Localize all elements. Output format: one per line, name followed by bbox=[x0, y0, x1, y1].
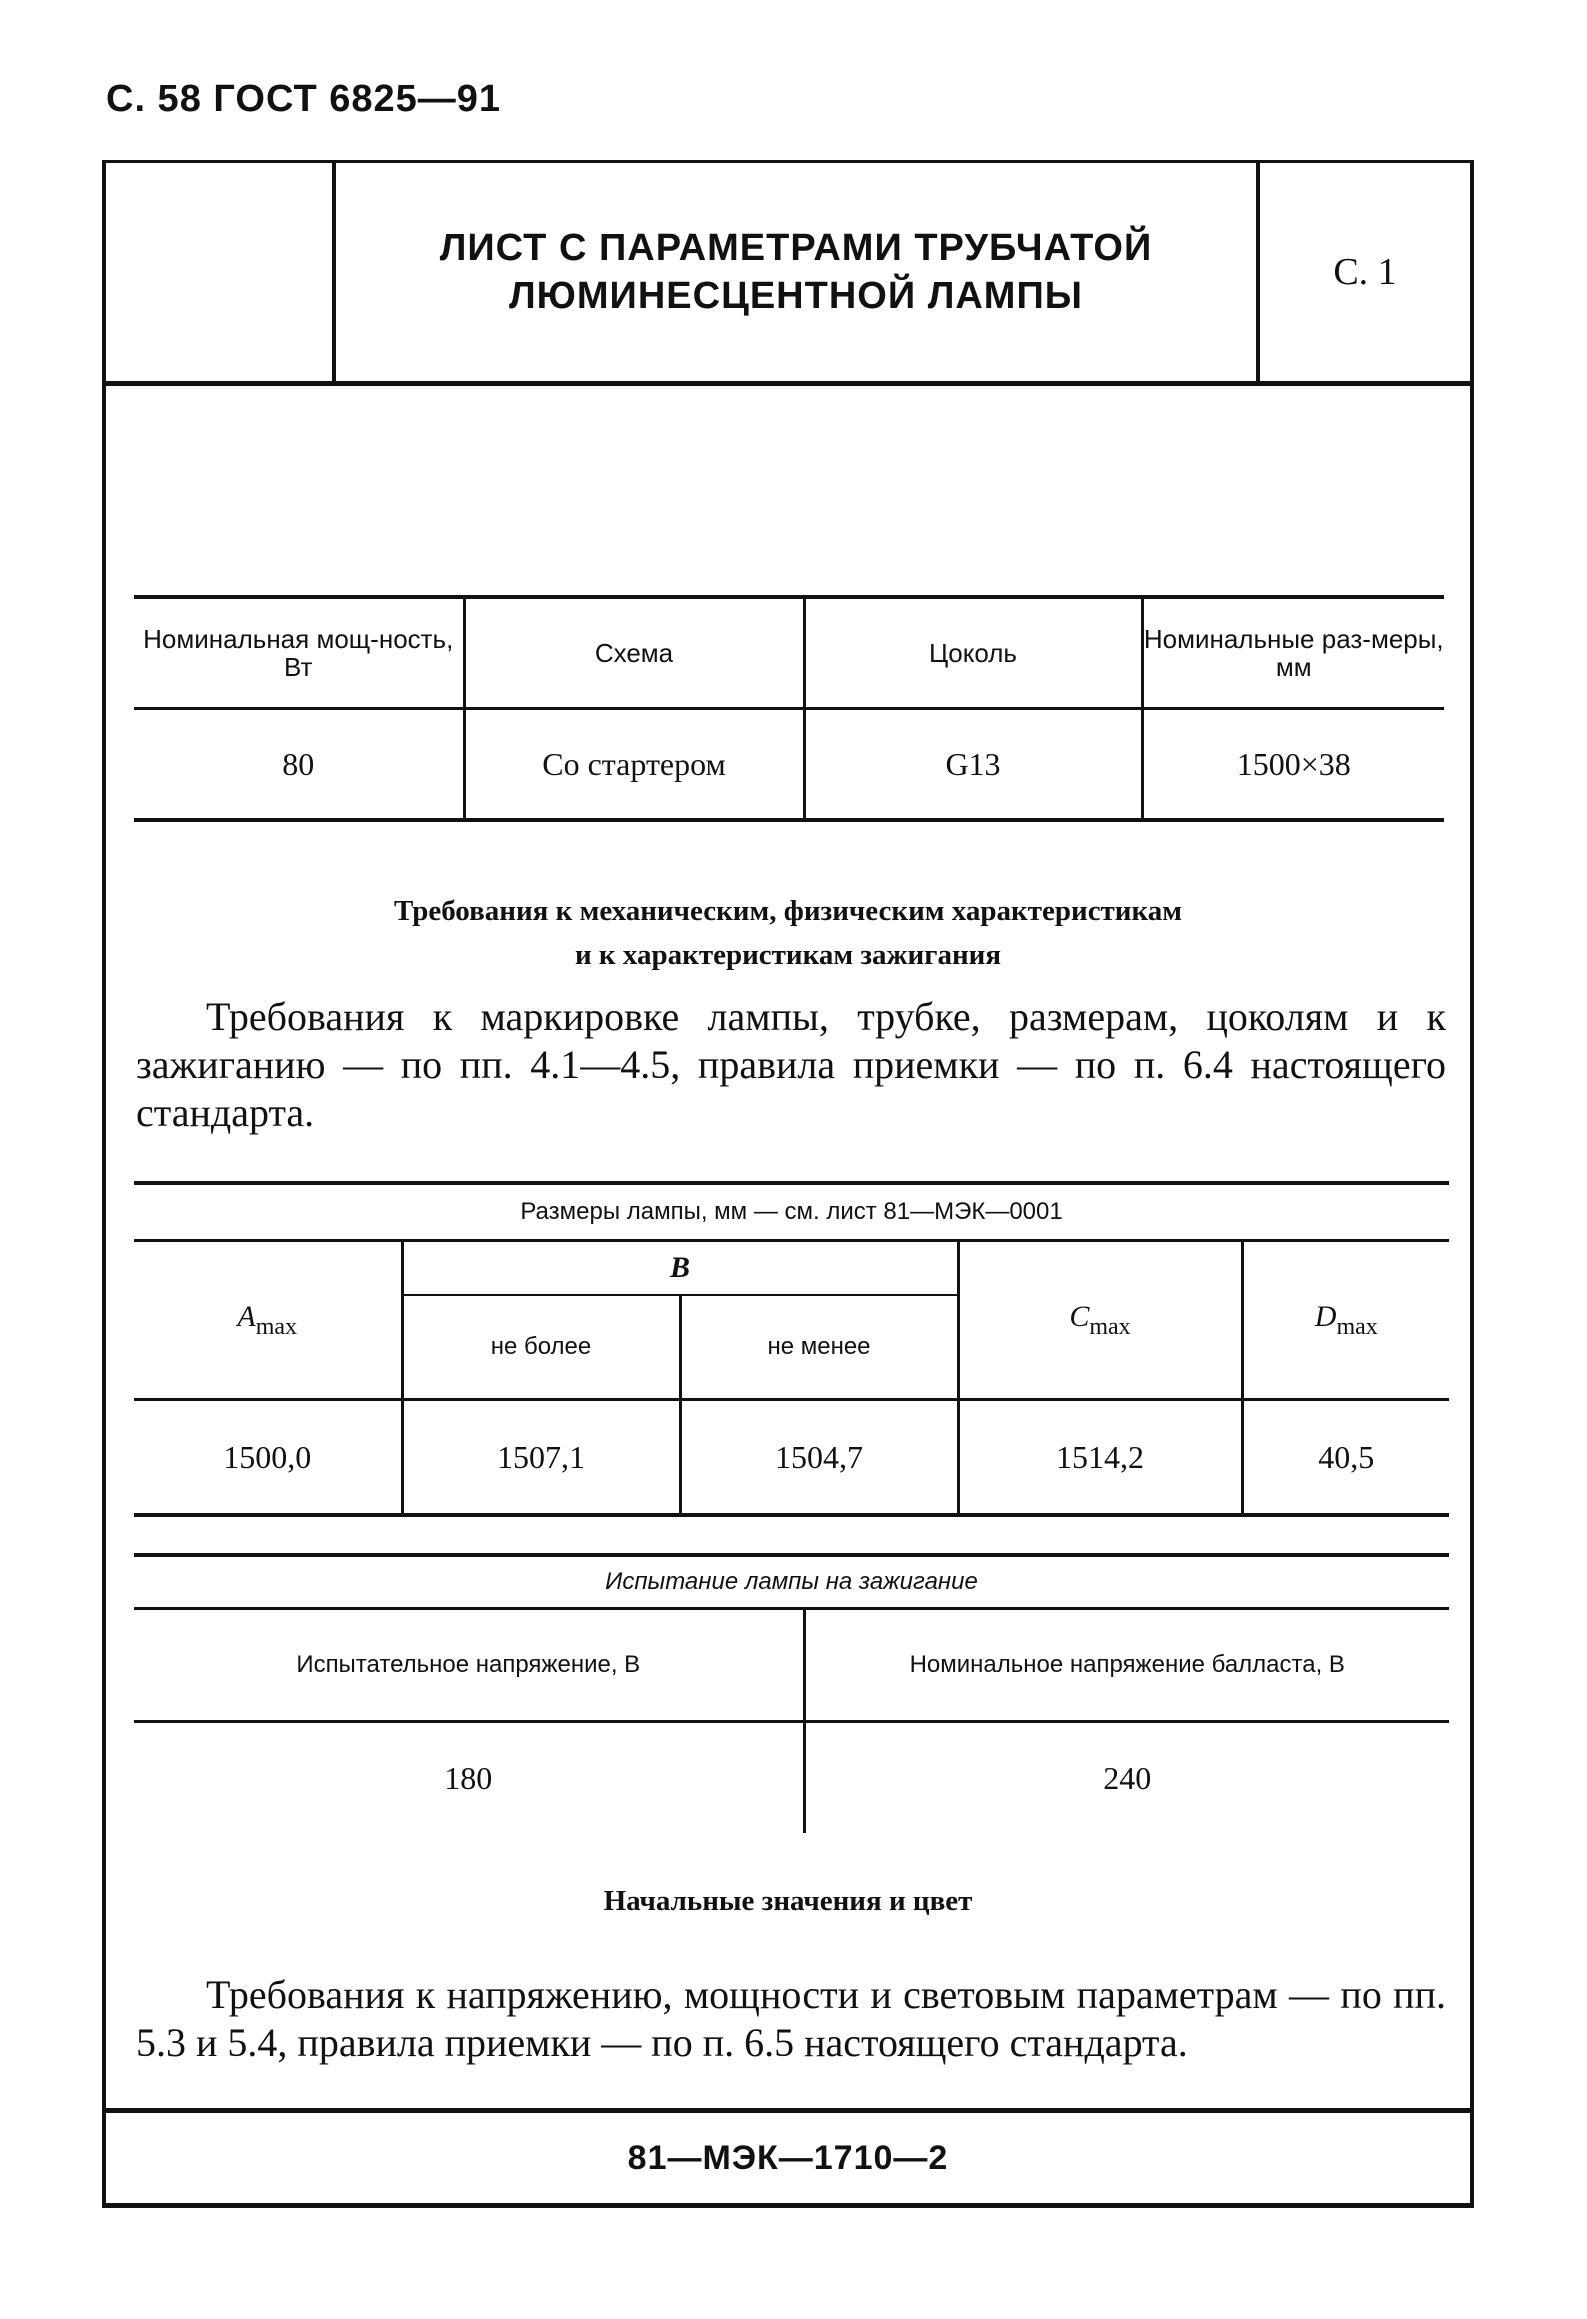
title-block bbox=[106, 163, 1470, 386]
paragraph-initial-text: Требования к напряжению, мощности и световым параметрам — по пп. 5.3 и 5.4, правила приемки — по п. 6.5 настоящего стандарта. bbox=[136, 1972, 1446, 2065]
sheet-footer-code: 81—МЭК—1710—2 bbox=[106, 2108, 1470, 2203]
dimensions-header-c-sub: max bbox=[1089, 1313, 1131, 1340]
sheet-number: С. 1 bbox=[1333, 251, 1397, 293]
section-heading-mechanical-line-2: и к характеристикам зажигания bbox=[574, 939, 1002, 971]
dimensions-header-d-sub: max bbox=[1336, 1313, 1378, 1340]
dimensions-header-a-letter: A bbox=[237, 1299, 256, 1333]
params-value-scheme: Со стартером bbox=[464, 709, 804, 821]
params-header-dimensions: Номинальные раз-меры, мм bbox=[1142, 597, 1444, 709]
params-value-row bbox=[134, 709, 1444, 821]
dimensions-header-row-1 bbox=[134, 1241, 1449, 1296]
paragraph-mechanical bbox=[136, 993, 1446, 1137]
sheet-title-line-2: ЛЮМИНЕСЦЕНТНОЙ ЛАМПЫ bbox=[509, 275, 1083, 317]
sheet-frame bbox=[102, 160, 1474, 2208]
dimensions-header-b-max: не более bbox=[402, 1295, 680, 1400]
ignition-value-row bbox=[134, 1722, 1449, 1834]
params-header-power: Номинальная мощ-ность, Вт bbox=[134, 597, 464, 709]
ignition-value-test-voltage: 180 bbox=[134, 1722, 804, 1834]
dimensions-header-d bbox=[1242, 1241, 1449, 1400]
ignition-header-row bbox=[134, 1609, 1449, 1722]
dimensions-caption: Размеры лампы, мм — см. лист 81—МЭК—0001 bbox=[134, 1183, 1449, 1241]
section-heading-initial: Начальные значения и цвет bbox=[603, 1885, 973, 1917]
page-header: С. 58 ГОСТ 6825—91 bbox=[106, 78, 502, 120]
dimensions-value-b-max: 1507,1 bbox=[402, 1400, 680, 1516]
ignition-caption-row bbox=[134, 1555, 1449, 1609]
dimensions-value-b-min: 1504,7 bbox=[680, 1400, 958, 1516]
dimensions-header-a-sub: max bbox=[255, 1313, 298, 1340]
params-table bbox=[134, 595, 1444, 822]
dimensions-header-b: B bbox=[402, 1241, 958, 1296]
dimensions-caption-row bbox=[134, 1183, 1449, 1241]
ignition-header-ballast-voltage: Номинальное напряжение балласта, В bbox=[804, 1609, 1449, 1722]
ignition-caption: Испытание лампы на зажигание bbox=[134, 1555, 1449, 1609]
title-block-blank-cell bbox=[106, 163, 336, 381]
params-value-dimensions: 1500×38 bbox=[1236, 745, 1351, 782]
params-value-power: 80 bbox=[134, 709, 464, 821]
dimensions-header-c bbox=[958, 1241, 1242, 1400]
ignition-header-test-voltage: Испытательное напряжение, В bbox=[134, 1609, 804, 1722]
dimensions-value-d: 40,5 bbox=[1242, 1400, 1449, 1516]
ignition-value-ballast-voltage: 240 bbox=[1103, 1759, 1152, 1796]
dimensions-header-b-min: не менее bbox=[680, 1295, 958, 1400]
paragraph-initial bbox=[136, 1971, 1446, 2067]
dimensions-value-c: 1514,2 bbox=[958, 1400, 1242, 1516]
dimensions-value-row bbox=[134, 1400, 1449, 1516]
params-header-row bbox=[134, 597, 1444, 709]
dimensions-value-a: 1500,0 bbox=[134, 1400, 402, 1516]
section-heading-mechanical-line-1: Требования к механическим, физическим характеристикам bbox=[393, 895, 1183, 927]
dimensions-table bbox=[134, 1181, 1449, 1517]
section-heading-mechanical bbox=[106, 889, 1470, 977]
dimensions-header-c-letter: C bbox=[1069, 1299, 1090, 1333]
sheet-title bbox=[336, 163, 1260, 381]
params-header-base: Цоколь bbox=[804, 597, 1142, 709]
dimensions-header-a bbox=[134, 1241, 402, 1400]
dimensions-header-d-letter: D bbox=[1314, 1299, 1337, 1333]
sheet-title-line-1: ЛИСТ С ПАРАМЕТРАМИ ТРУБЧАТОЙ bbox=[439, 227, 1153, 269]
params-header-scheme: Схема bbox=[464, 597, 804, 709]
params-value-base: G13 bbox=[804, 709, 1142, 821]
ignition-table bbox=[134, 1553, 1449, 1833]
paragraph-mechanical-text: Требования к маркировке лампы, трубке, размерам, цоколям и к зажиганию — по пп. 4.1—4.5, правила приемки — по п. 6.4 настоящего стандарта. bbox=[136, 994, 1446, 1135]
